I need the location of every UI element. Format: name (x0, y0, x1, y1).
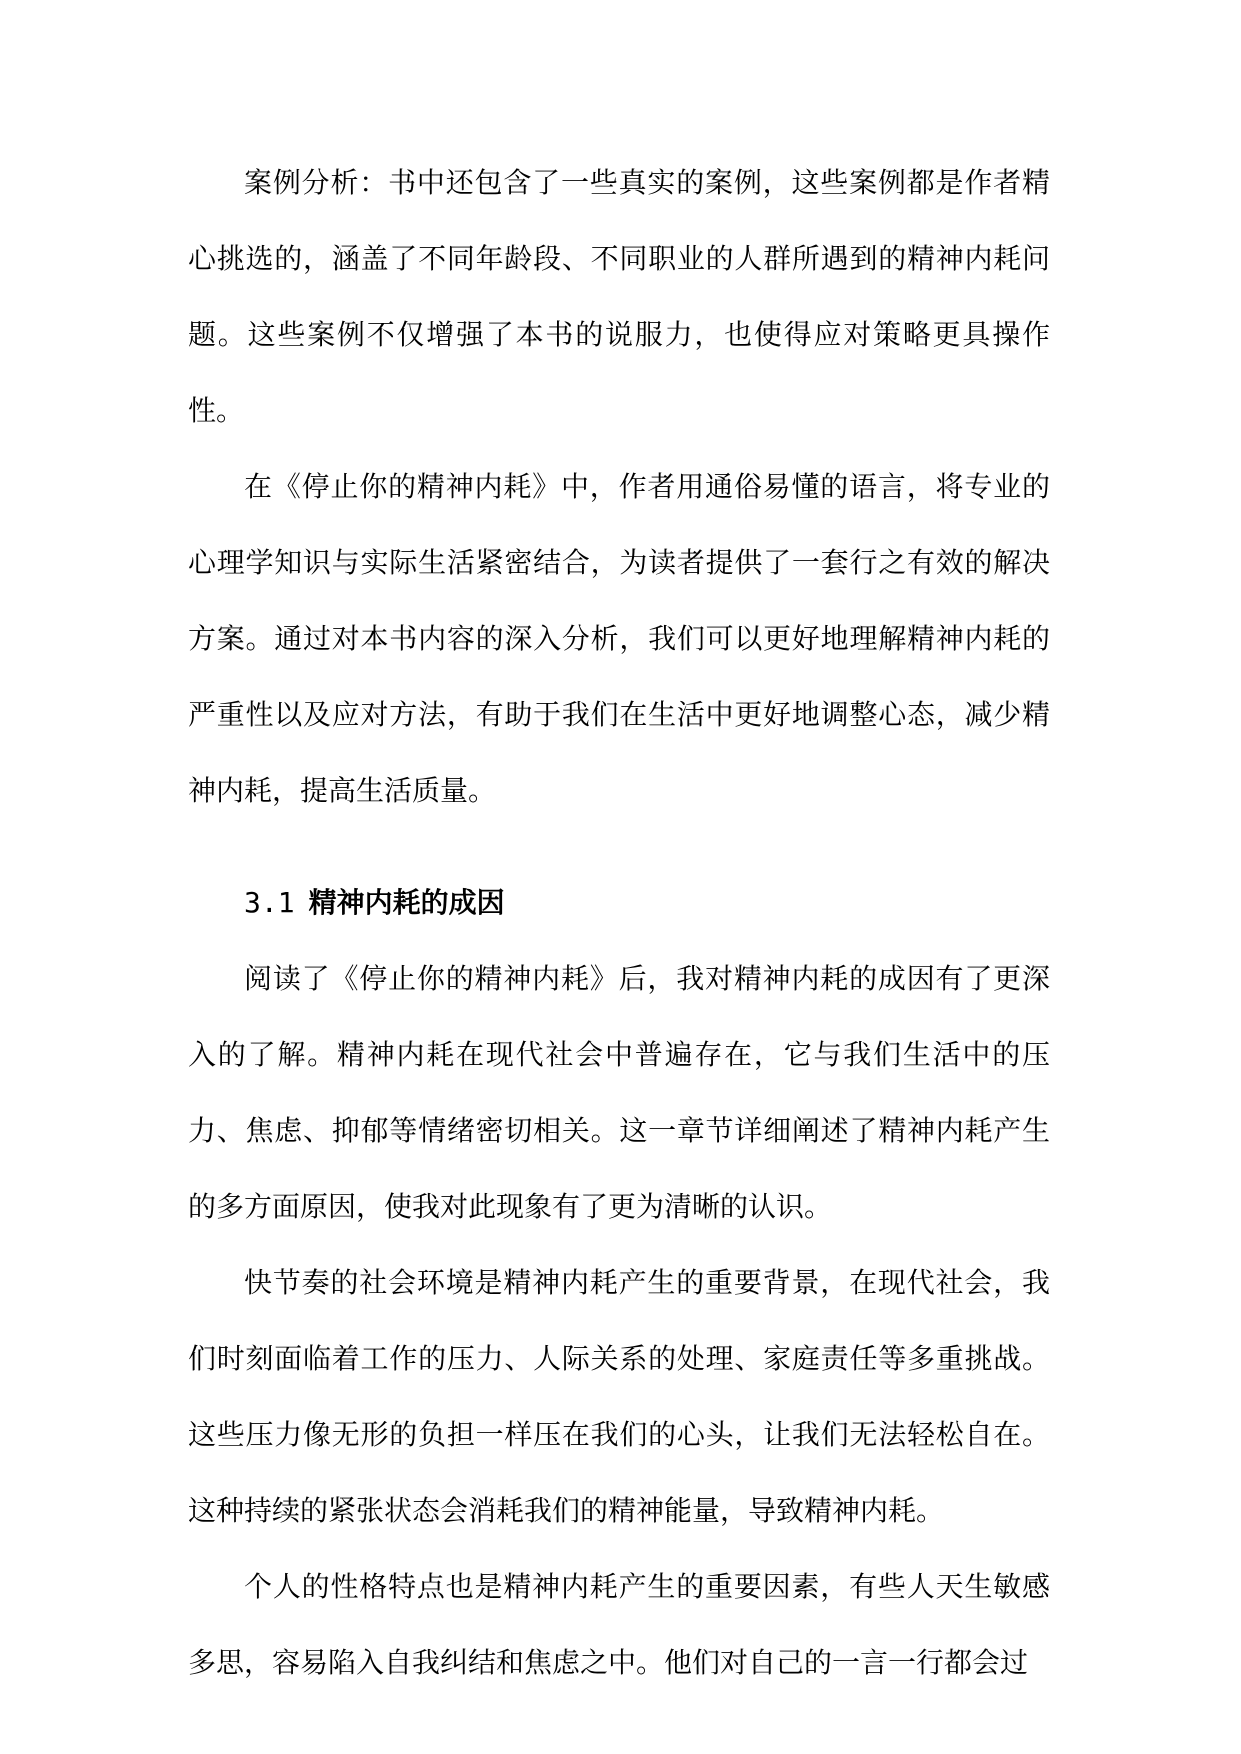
paragraph-personality: 个人的性格特点也是精神内耗产生的重要因素，有些人天生敏感多思，容易陷入自我纠结和焦虑之中。他们对自己的一言一行都会过 (188, 1570, 1050, 1679)
paragraph-reading-intro: 阅读了《停止你的精神内耗》后，我对精神内耗的成因有了更深入的了解。精神内耗在现代社会中普遍存在，它与我们生活中的压力、焦虑、抑郁等情绪密切相关。这一章节详细阐述了精神内耗产生的多方面原因，使我对此现象有了更为清晰的认识。 (188, 962, 1050, 1223)
paragraph-book-summary: 在《停止你的精神内耗》中，作者用通俗易懂的语言，将专业的心理学知识与实际生活紧密结合，为读者提供了一套行之有效的解决方案。通过对本书内容的深入分析，我们可以更好地理解精神内耗的严重性以及应对方法，有助于我们在生活中更好地调整心态，减少精神内耗，提高生活质量。 (188, 470, 1050, 807)
paragraph-case-analysis: 案例分析：书中还包含了一些真实的案例，这些案例都是作者精心挑选的，涵盖了不同年龄段、不同职业的人群所遇到的精神内耗问题。这些案例不仅增强了本书的说服力，也使得应对策略更具操作性。 (188, 166, 1050, 427)
section-title: 精神内耗的成因 (308, 886, 505, 919)
section-number: 3.1 (244, 886, 295, 919)
section-heading (188, 865, 1050, 941)
page-body (188, 145, 1050, 1701)
paragraph-social-environment: 快节奏的社会环境是精神内耗产生的重要背景，在现代社会，我们时刻面临着工作的压力、人际关系的处理、家庭责任等多重挑战。这些压力像无形的负担一样压在我们的心头，让我们无法轻松自在。这种持续的紧张状态会消耗我们的精神能量，导致精神内耗。 (188, 1266, 1050, 1527)
